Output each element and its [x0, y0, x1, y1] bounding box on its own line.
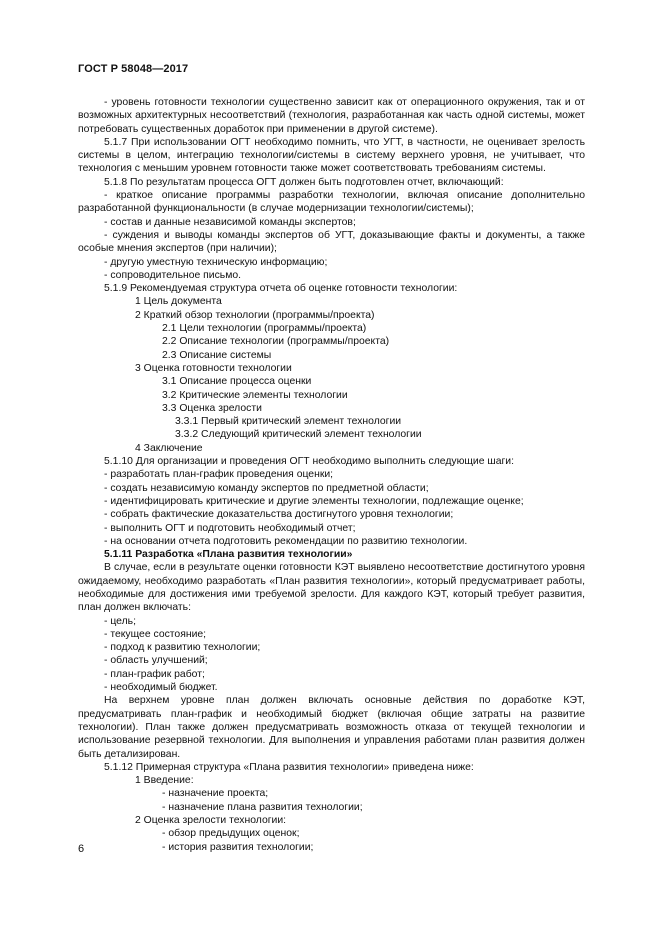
outline-item: 4 Заключение: [135, 442, 203, 454]
list-item: - текущее состояние;: [104, 628, 207, 640]
list-item: - назначение проекта;: [162, 788, 269, 800]
outline-item: 3.2 Критические элементы технологии: [162, 389, 348, 401]
outline-item: 2 Оценка зрелости технологии:: [135, 815, 287, 827]
paragraph: 5.1.9 Рекомендуемая структура отчета об оценке готовности технологии:: [104, 283, 458, 295]
outline-item: 1 Введение:: [135, 775, 194, 787]
list-item: - другую уместную техническую информацию;: [104, 256, 328, 268]
list-item: - необходимый бюджет.: [104, 682, 218, 694]
list-item: - идентифицировать критические и другие элементы технологии, подлежащие оценке;: [104, 495, 524, 507]
paragraph: 5.1.8 По результатам процесса ОГТ должен быть подготовлен отчет, включающий:: [104, 176, 504, 188]
outline-item: 2.3 Описание системы: [162, 349, 272, 361]
outline-item: 2.1 Цели технологии (программы/проекта): [162, 323, 367, 335]
paragraph: 5.1.10 Для организации и проведения ОГТ необходимо выполнить следующие шаги:: [104, 456, 514, 468]
list-item: - план-график работ;: [104, 668, 205, 680]
list-item: - цель;: [104, 615, 136, 627]
page-number: 6: [78, 843, 85, 855]
outline-item: 2.2 Описание технологии (программы/проекта): [162, 336, 390, 348]
list-item: - на основании отчета подготовить рекомендации по развитию технологии.: [104, 535, 468, 547]
outline-item: 3.3.1 Первый критический элемент технологии: [175, 416, 402, 428]
outline-item: 3 Оценка готовности технологии: [135, 362, 292, 374]
document-header: ГОСТ Р 58048—2017: [78, 63, 189, 75]
list-item: - создать независимую команду экспертов по предметной области;: [104, 482, 429, 494]
paragraph: 5.1.12 Примерная структура «Плана развития технологии» приведена ниже:: [104, 761, 474, 773]
list-item: - выполнить ОГТ и подготовить необходимый отчет;: [104, 522, 356, 534]
paragraph: В случае, если в результате оценки готовности КЭТ выявлено несоответствие достигнутого уровня ожидаемому, необходимо разработать «План развития технологии», который предусматривает работы, необходимые для достижения ими требуемой зрелости. Для каждого КЭТ, который требует развития, план должен включать:: [78, 562, 585, 614]
outline-item: 1 Цель документа: [135, 296, 222, 308]
paragraph: 5.1.7 При использовании ОГТ необходимо помнить, что УГТ, в частности, не оценивает зрелость системы в целом, интеграцию технологии/системы в систему верхнего уровня, не учитывает, что технология с меньшим уровнем готовности также может соответствовать требованиям системы.: [78, 136, 585, 175]
list-item: - разработать план-график проведения оценки;: [104, 469, 334, 481]
outline-item: 3.1 Описание процесса оценки: [162, 376, 312, 388]
paragraph: На верхнем уровне план должен включать основные действия по доработке КЭТ, предусматривать план-график и необходимый бюджет (включая общие затраты на развитие технологии). План также должен предусматривать возможность отказа от текущей технологии и использование резервной технологии. Для выполнения и управления работами план развития должен быть детализирован.: [78, 695, 585, 760]
section-heading: 5.1.11 Разработка «Плана развития технологии»: [104, 549, 353, 561]
list-item: - сопроводительное письмо.: [104, 269, 242, 281]
outline-item: 3.3 Оценка зрелости: [162, 402, 262, 414]
outline-item: 2 Краткий обзор технологии (программы/проекта): [135, 309, 375, 321]
list-item: - назначение плана развития технологии;: [162, 801, 363, 813]
list-item: - область улучшений;: [104, 655, 208, 667]
list-item: - собрать фактические доказательства достигнутого уровня технологии;: [104, 509, 454, 521]
paragraph: - уровень готовности технологии существенно зависит как от операционного окружения, так и от возможных архитектурных несоответствий (технология, разработанная как часть одной системы, может потребовать существенных доработок при применении в другой системе).: [78, 97, 585, 135]
list-item: - подход к развитию технологии;: [104, 642, 261, 654]
list-item: - история развития технологии;: [162, 841, 314, 853]
list-item: - суждения и выводы команды экспертов об УГТ, доказывающие факты и документы, а также особые мнения экспертов (при наличии);: [78, 229, 585, 255]
list-item: - обзор предыдущих оценок;: [162, 828, 300, 840]
outline-item: 3.3.2 Следующий критический элемент технологии: [175, 429, 422, 441]
list-item: - состав и данные независимой команды экспертов;: [104, 216, 356, 228]
list-item: - краткое описание программы разработки технологии, включая описание дополнительно разработанной функциональности (в случае модернизации технологии/системы);: [78, 190, 585, 215]
document-body: [78, 96, 585, 854]
